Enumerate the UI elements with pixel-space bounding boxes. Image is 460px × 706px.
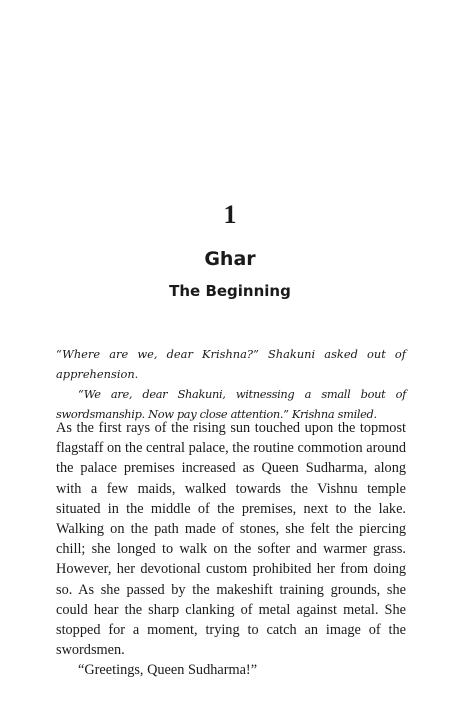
body-paragraph: “Greetings, Queen Sudharma!”	[78, 662, 258, 679]
epigraph	[56, 344, 406, 424]
epigraph-line: “Where are we, dear Krishna?” Shakuni asked out of apprehension.	[56, 347, 406, 381]
chapter-number: 1	[223, 200, 237, 229]
chapter-title: Ghar	[204, 248, 256, 270]
body-text	[56, 418, 406, 681]
chapter-subtitle: The Beginning	[169, 282, 291, 300]
epigraph-line: “We are, dear Shakuni, witnessing a small bout of swordsmanship. Now pay close attention.” Krishna smiled.	[56, 387, 406, 421]
body-paragraph: As the first rays of the rising sun touched upon the topmost flagstaff on the central palace, the routine commotion around the palace premises increased as Queen Sudharma, along with a few maids, walked towards the Vishnu temple situated in the middle of the premises, next to the lake. Walking on the path made of stones, she felt the piercing chill; she longed to walk on the softer and warmer grass. However, her devotional custom prohibited her from doing so. As she passed by the makeshift training grounds, she could hear the sharp clanking of metal against metal. She stopped for a moment, trying to catch an image of the swordsmen.	[56, 420, 406, 659]
